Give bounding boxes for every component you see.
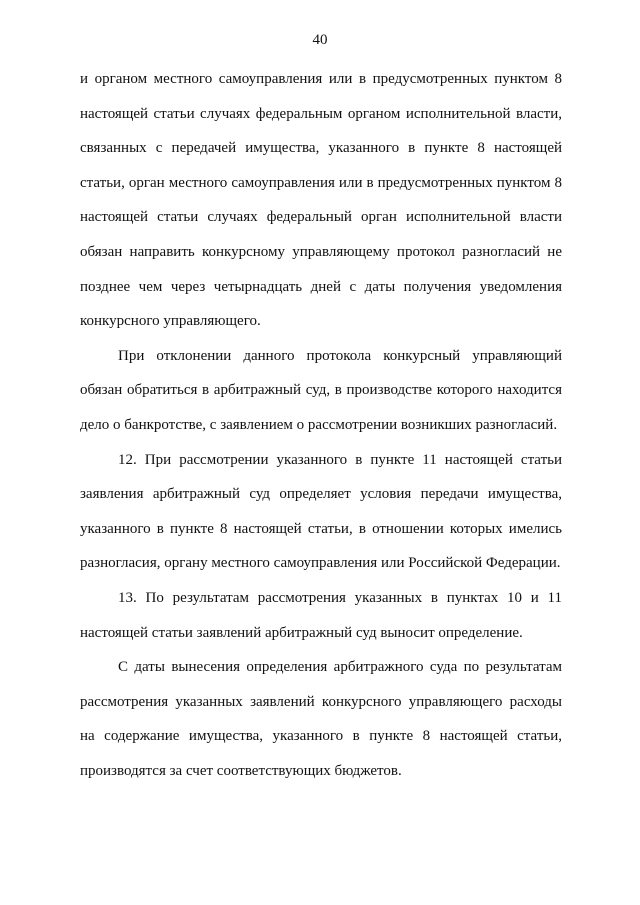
paragraph-expenses: С даты вынесения определения арбитражного суда по результатам рассмотрения указанных заявлений конкурсного управляющего расходы на содержание имущества, указанного в пункте 8 настоящей статьи, производятся за счет соответствующих бюджетов.: [80, 659, 562, 779]
paragraph-item-12: 12. При рассмотрении указанного в пункте 11 настоящей статьи заявления арбитражный суд определяет условия передачи имущества, указанного в пункте 8 настоящей статьи, в отношении которых имелись разногласия, органу местного самоуправления или Российской Федерации.: [80, 451, 562, 572]
paragraph-continuation: и органом местного самоуправления или в предусмотренных пунктом 8 настоящей статьи случаях федеральным органом исполнительной власти, связанных с передачей имущества, указанного в пункте 8 настоящей статьи, орган местного самоуправления или в предусмотренных пунктом 8 настоящей статьи случаях федеральный орган исполнительной власти обязан направить конкурсному управляющему протокол разногласий не позднее чем через четырнадцать дней с даты получения уведомления конкурсного управляющего.: [80, 71, 562, 330]
paragraph-item-13: 13. По результатам рассмотрения указанных в пунктах 10 и 11 настоящей статьи заявлений арбитражный суд выносит определение.: [80, 589, 562, 641]
paragraph-protocol-rejection: При отклонении данного протокола конкурсный управляющий обязан обратиться в арбитражный суд, в производстве которого находится дело о банкротстве, с заявлением о рассмотрении возникших разногласий.: [80, 347, 562, 433]
page-number: 40: [312, 32, 328, 48]
document-body: [80, 62, 562, 788]
